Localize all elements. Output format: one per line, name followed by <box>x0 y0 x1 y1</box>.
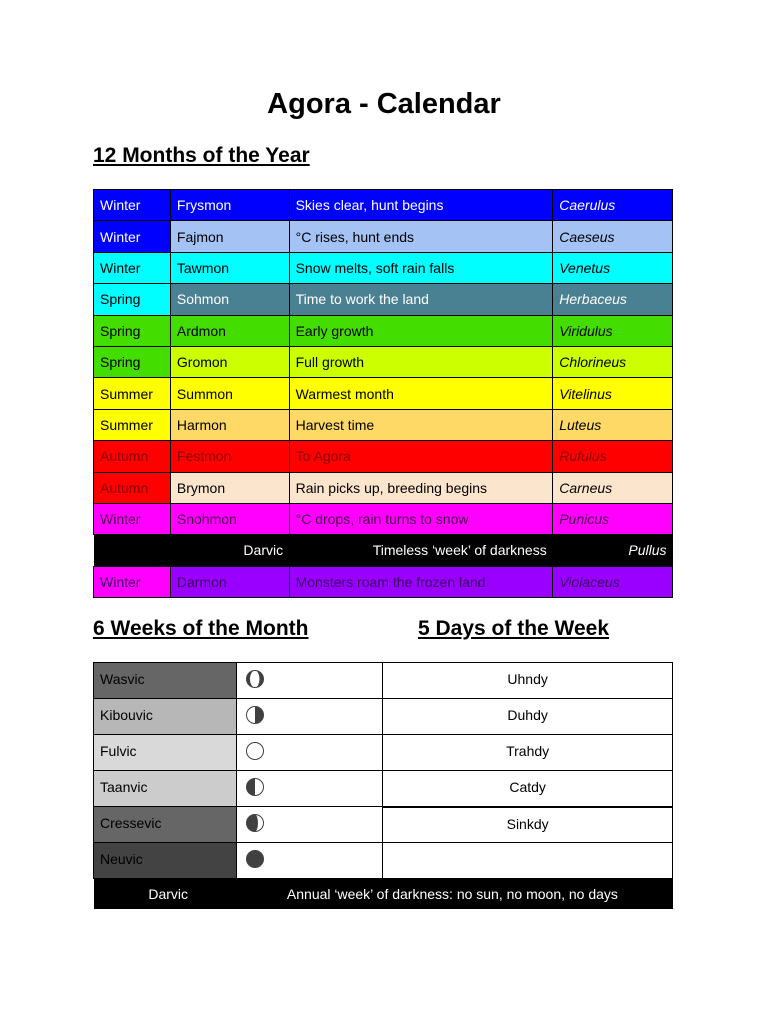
darvic-desc-cell: Annual ‘week’ of darkness: no sun, no moon, no days <box>237 879 673 909</box>
week-name-cell: Wasvic <box>94 663 237 699</box>
month-latin-cell: Herbaceus <box>553 284 673 315</box>
month-row <box>94 503 673 534</box>
month-name-cell: Sohmon <box>170 284 289 315</box>
moon-cell <box>237 735 383 771</box>
last-quarter-moon-icon <box>245 705 382 728</box>
month-desc-cell: Full growth <box>289 346 553 377</box>
month-row <box>94 566 673 597</box>
month-row-darvic <box>94 535 673 566</box>
month-desc-cell: Warmest month <box>289 378 553 409</box>
week-row <box>94 663 673 699</box>
month-row <box>94 346 673 377</box>
month-desc-cell: Time to work the land <box>289 284 553 315</box>
week-name-cell: Fulvic <box>94 735 237 771</box>
month-season-cell: Winter <box>94 190 171 221</box>
day-name-cell: Catdy <box>383 771 673 807</box>
month-latin-cell: Caeseus <box>553 221 673 252</box>
waning-crescent-moon-icon <box>245 669 382 692</box>
month-season-cell: Summer <box>94 409 171 440</box>
week-name-cell: Neuvic <box>94 843 237 879</box>
month-season-cell: Summer <box>94 378 171 409</box>
day-name-cell: Sinkdy <box>383 807 673 843</box>
moon-cell <box>237 699 383 735</box>
week-row-darvic <box>94 879 673 909</box>
months-heading: 12 Months of the Year <box>93 144 310 167</box>
month-latin-cell: Violaceus <box>553 566 673 597</box>
month-latin-cell: Rufulus <box>553 441 673 472</box>
month-latin-cell: Viridulus <box>553 315 673 346</box>
month-latin-cell: Carneus <box>553 472 673 503</box>
month-name-cell: Frysmon <box>170 190 289 221</box>
month-name-cell: Tawmon <box>170 252 289 283</box>
moon-cell <box>237 771 383 807</box>
month-name-cell: Gromon <box>170 346 289 377</box>
days-heading: 5 Days of the Week <box>418 617 610 640</box>
month-row <box>94 378 673 409</box>
month-row <box>94 252 673 283</box>
month-desc-cell: Harvest time <box>289 409 553 440</box>
month-season-cell: Spring <box>94 315 171 346</box>
month-desc-cell: Timeless ‘week’ of darkness <box>289 535 553 566</box>
month-season-cell: Winter <box>94 221 171 252</box>
week-row <box>94 699 673 735</box>
waxing-crescent-moon-icon <box>245 813 382 836</box>
week-row <box>94 735 673 771</box>
month-desc-cell: °C rises, hunt ends <box>289 221 553 252</box>
month-name-cell: Darvic <box>170 535 289 566</box>
month-row <box>94 409 673 440</box>
week-row <box>94 843 673 879</box>
week-name-cell: Cressevic <box>94 807 237 843</box>
month-row <box>94 284 673 315</box>
week-row <box>94 771 673 807</box>
month-latin-cell: Chlorineus <box>553 346 673 377</box>
darvic-name-cell: Darvic <box>94 879 237 909</box>
week-row <box>94 807 673 843</box>
month-desc-cell: Rain picks up, breeding begins <box>289 472 553 503</box>
month-name-cell: Harmon <box>170 409 289 440</box>
new-moon-icon <box>245 849 382 872</box>
day-name-cell: Trahdy <box>383 735 673 771</box>
month-name-cell: Brymon <box>170 472 289 503</box>
month-name-cell: Fajmon <box>170 221 289 252</box>
week-name-cell: Kibouvic <box>94 699 237 735</box>
moon-cell <box>237 807 383 843</box>
month-name-cell: Summon <box>170 378 289 409</box>
month-name-cell: Snohmon <box>170 503 289 534</box>
month-latin-cell: Punicus <box>553 503 673 534</box>
month-season-cell: Spring <box>94 346 171 377</box>
month-desc-cell: Early growth <box>289 315 553 346</box>
month-desc-cell: Snow melts, soft rain falls <box>289 252 553 283</box>
moon-cell <box>237 663 383 699</box>
month-season-cell: Spring <box>94 284 171 315</box>
month-latin-cell: Vitelinus <box>553 378 673 409</box>
month-row <box>94 190 673 221</box>
moon-cell <box>237 843 383 879</box>
page-title: Agora - Calendar <box>267 88 501 120</box>
day-name-cell <box>383 843 673 879</box>
month-latin-cell: Pullus <box>553 535 673 566</box>
month-desc-cell: °C drops, rain turns to snow <box>289 503 553 534</box>
month-row <box>94 315 673 346</box>
month-season-cell <box>94 535 171 566</box>
month-row <box>94 221 673 252</box>
month-desc-cell: To Agora <box>289 441 553 472</box>
day-name-cell: Uhndy <box>383 663 673 699</box>
month-desc-cell: Monsters roam the frozen land <box>289 566 553 597</box>
first-quarter-moon-icon <box>245 777 382 800</box>
month-name-cell: Festmon <box>170 441 289 472</box>
weeks-heading: 6 Weeks of the Month <box>93 617 309 640</box>
month-season-cell: Autumn <box>94 472 171 503</box>
month-latin-cell: Caerulus <box>553 190 673 221</box>
month-latin-cell: Luteus <box>553 409 673 440</box>
month-season-cell: Winter <box>94 503 171 534</box>
month-name-cell: Ardmon <box>170 315 289 346</box>
month-latin-cell: Venetus <box>553 252 673 283</box>
month-season-cell: Winter <box>94 566 171 597</box>
months-table <box>93 189 673 598</box>
month-row <box>94 472 673 503</box>
day-name-cell: Duhdy <box>383 699 673 735</box>
full-moon-icon <box>245 741 382 764</box>
week-name-cell: Taanvic <box>94 771 237 807</box>
month-row <box>94 441 673 472</box>
month-desc-cell: Skies clear, hunt begins <box>289 190 553 221</box>
month-name-cell: Darmon <box>170 566 289 597</box>
month-season-cell: Winter <box>94 252 171 283</box>
month-season-cell: Autumn <box>94 441 171 472</box>
weeks-table <box>93 662 673 909</box>
